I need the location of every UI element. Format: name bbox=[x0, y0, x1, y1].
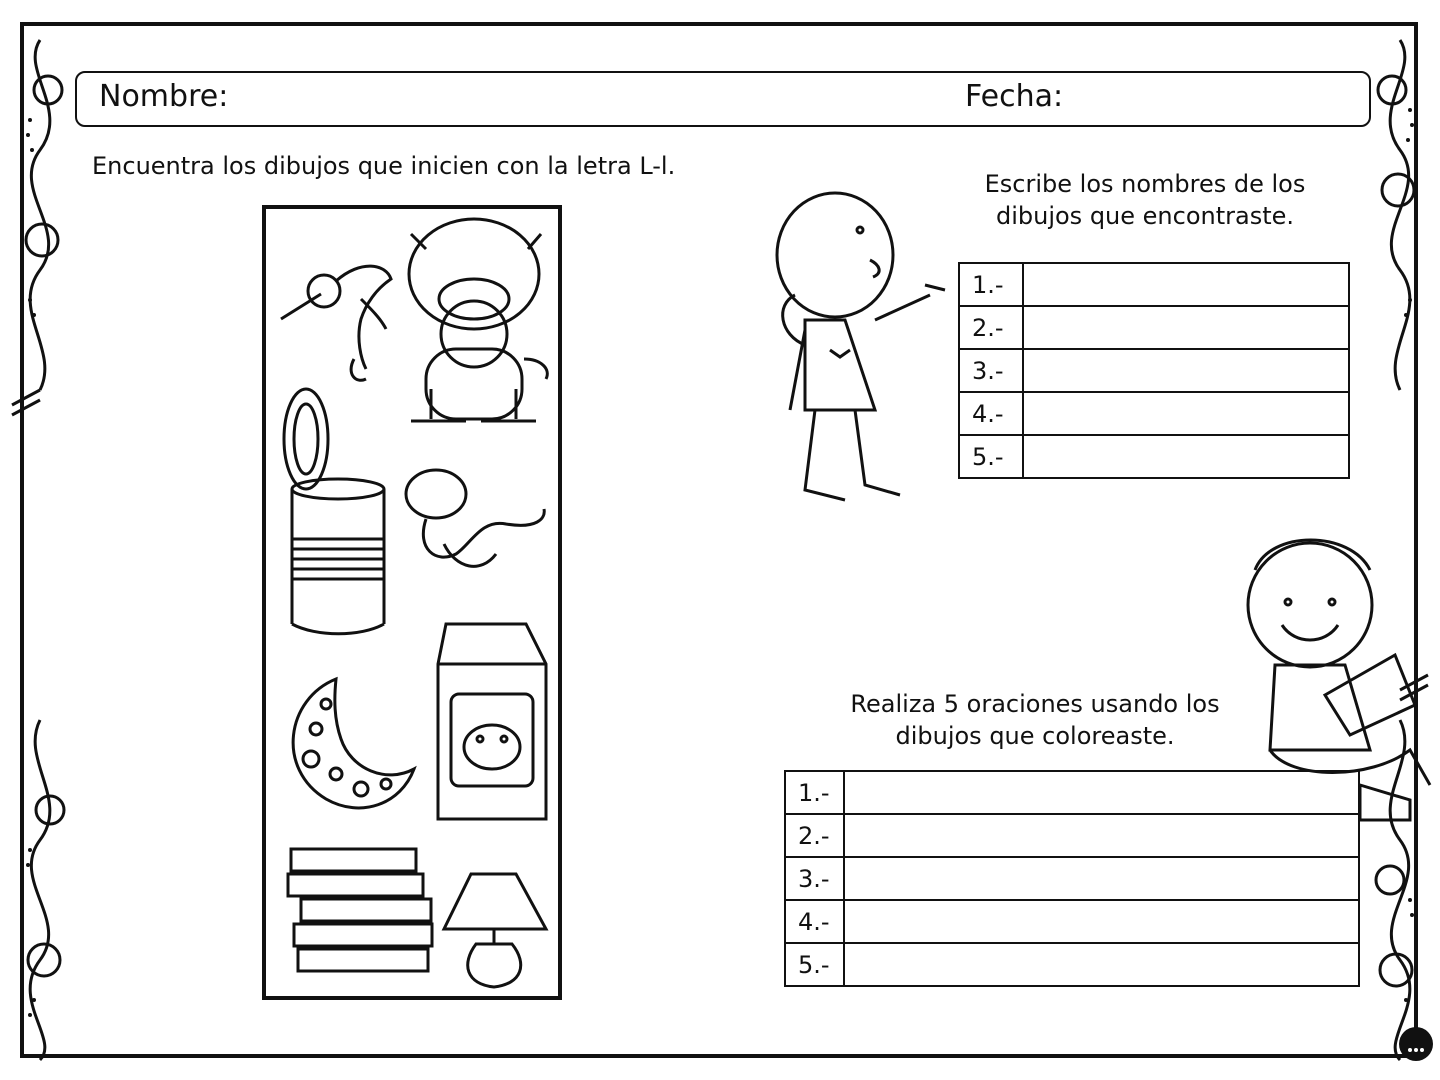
sentences-row-answer[interactable] bbox=[844, 771, 1359, 814]
names-row-answer[interactable] bbox=[1023, 263, 1349, 306]
sentences-line-2: dibujos que coloreaste. bbox=[895, 722, 1175, 750]
bird-icon bbox=[281, 266, 391, 380]
sentences-row-answer[interactable] bbox=[844, 814, 1359, 857]
sentences-row-number: 5.- bbox=[785, 943, 844, 986]
sentences-row-answer[interactable] bbox=[844, 900, 1359, 943]
pictures-panel bbox=[262, 205, 562, 1000]
names-row-answer[interactable] bbox=[1023, 349, 1349, 392]
find-instruction: Encuentra los dibujos que inicien con la letra L-l. bbox=[92, 152, 676, 180]
sentences-row bbox=[785, 771, 1359, 814]
names-row bbox=[959, 349, 1349, 392]
sentences-row-number: 1.- bbox=[785, 771, 844, 814]
name-date-bar bbox=[75, 71, 1371, 127]
names-row-number: 1.- bbox=[959, 263, 1023, 306]
left-swirl-decoration bbox=[0, 0, 80, 1080]
names-row-number: 3.- bbox=[959, 349, 1023, 392]
names-row-number: 5.- bbox=[959, 435, 1023, 478]
names-row-answer[interactable] bbox=[1023, 306, 1349, 349]
names-row-number: 2.- bbox=[959, 306, 1023, 349]
monster-icon bbox=[409, 219, 547, 421]
names-row-answer[interactable] bbox=[1023, 392, 1349, 435]
names-row bbox=[959, 392, 1349, 435]
names-row bbox=[959, 435, 1349, 478]
girl-illustration bbox=[735, 185, 955, 515]
can-icon bbox=[284, 389, 384, 634]
sentences-table bbox=[784, 770, 1360, 987]
sentences-row bbox=[785, 814, 1359, 857]
worm-icon bbox=[406, 470, 544, 566]
milk-carton-icon bbox=[438, 624, 546, 819]
sentences-line-1: Realiza 5 oraciones usando los bbox=[850, 690, 1220, 718]
sentences-row bbox=[785, 943, 1359, 986]
write-names-line-2: dibujos que encontraste. bbox=[995, 202, 1295, 230]
sentences-row-answer[interactable] bbox=[844, 857, 1359, 900]
books-icon bbox=[288, 849, 432, 971]
sentences-instruction bbox=[790, 688, 1280, 752]
names-row-number: 4.- bbox=[959, 392, 1023, 435]
sentences-row-number: 2.- bbox=[785, 814, 844, 857]
names-row-answer[interactable] bbox=[1023, 435, 1349, 478]
moon-icon bbox=[293, 679, 414, 808]
lamp-icon bbox=[444, 874, 546, 987]
name-label: Nombre: bbox=[99, 79, 229, 114]
date-label: Fecha: bbox=[965, 79, 1064, 114]
names-row bbox=[959, 263, 1349, 306]
logo-icon bbox=[1396, 1024, 1436, 1064]
sentences-row bbox=[785, 857, 1359, 900]
sentences-row-number: 3.- bbox=[785, 857, 844, 900]
names-table bbox=[958, 262, 1350, 479]
sentences-row-answer[interactable] bbox=[844, 943, 1359, 986]
names-row bbox=[959, 306, 1349, 349]
sentences-row-number: 4.- bbox=[785, 900, 844, 943]
sentences-row bbox=[785, 900, 1359, 943]
write-names-line-1: Escribe los nombres de los bbox=[984, 170, 1306, 198]
write-names-instruction bbox=[950, 168, 1340, 232]
